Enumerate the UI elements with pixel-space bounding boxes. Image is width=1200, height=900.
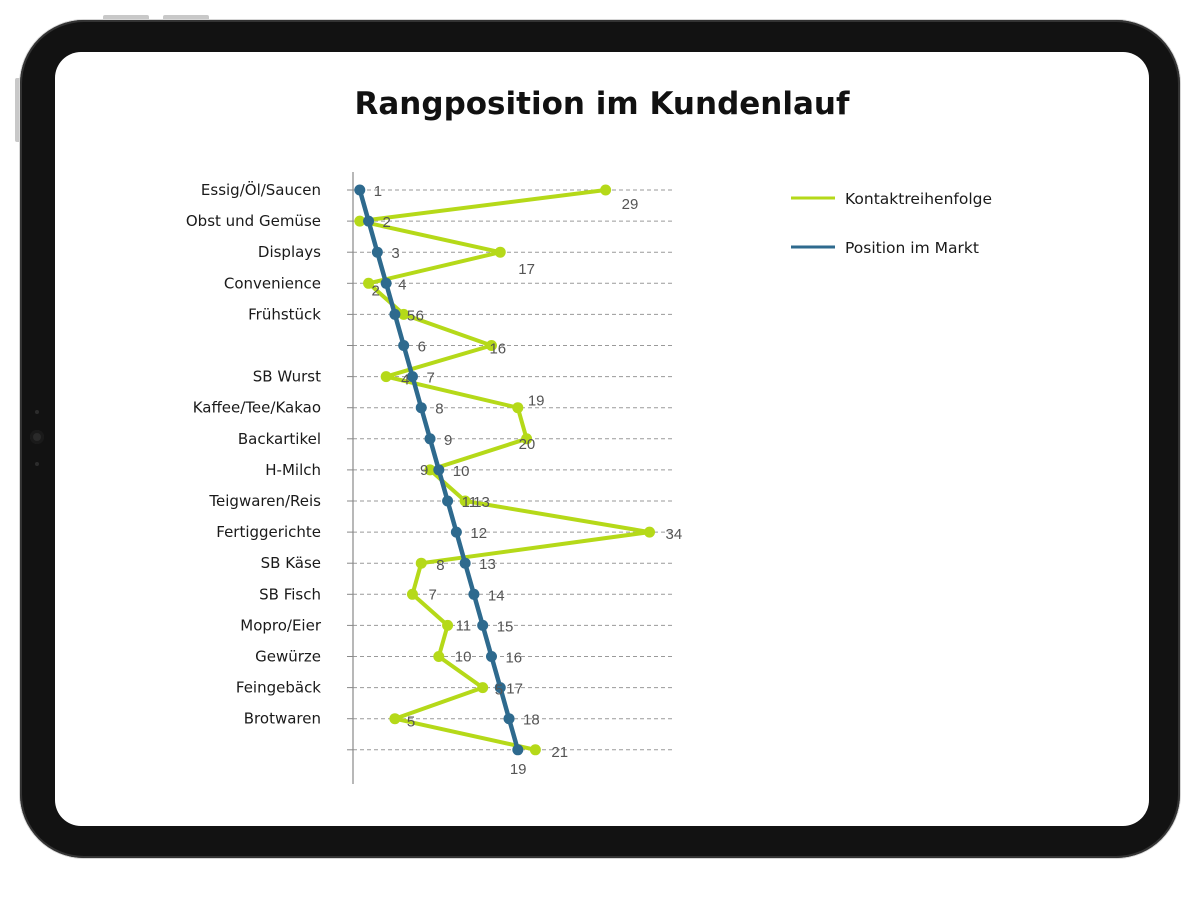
data-label: 19 (527, 392, 545, 410)
axis-ticks (347, 190, 353, 750)
data-label: 18 (523, 711, 540, 729)
category-label: Teigwaren/Reis (209, 492, 321, 510)
data-point (504, 713, 515, 724)
category-label: Kaffee/Tee/Kakao (192, 398, 321, 417)
legend (791, 190, 992, 257)
category-label: Mopro/Eier (240, 616, 321, 635)
data-label: 9 (444, 431, 453, 449)
data-point (416, 558, 427, 569)
category-label: Fertiggerichte (216, 523, 321, 542)
data-point (512, 744, 523, 755)
data-label: 5 (494, 681, 504, 699)
data-label: 21 (551, 743, 569, 761)
data-label: 15 (496, 618, 514, 636)
data-label: 13 (473, 494, 490, 511)
category-label: SB Wurst (252, 367, 321, 386)
data-point (486, 651, 497, 662)
data-label: 3 (391, 245, 400, 263)
data-label: 4 (401, 371, 410, 389)
rank-line-chart (55, 52, 1149, 826)
category-label: Essig/Öl/Saucen (200, 181, 321, 199)
data-label: 1 (373, 183, 383, 200)
data-label: 9 (420, 461, 429, 479)
data-label: 2 (382, 214, 391, 232)
data-point (451, 527, 462, 538)
data-label: 6 (417, 338, 427, 356)
data-label: 5 (406, 307, 416, 325)
data-label: 7 (428, 586, 437, 604)
data-point (495, 247, 506, 258)
data-point (477, 682, 488, 693)
category-labels (186, 180, 322, 728)
data-label: 5 (406, 713, 416, 731)
tablet-frame (20, 20, 1180, 858)
data-point (389, 309, 400, 320)
data-point (530, 744, 541, 755)
data-point (600, 185, 611, 196)
camera-icon (30, 430, 44, 444)
sensor-dot-bottom (35, 462, 39, 466)
data-point (468, 589, 479, 600)
data-point (398, 340, 409, 351)
data-point (381, 278, 392, 289)
data-label: 4 (398, 276, 407, 294)
data-label: 16 (489, 340, 507, 358)
category-label: Brotwaren (243, 709, 321, 728)
category-label: Gewürze (255, 647, 321, 666)
data-point (477, 620, 488, 631)
data-label: 11 (461, 494, 478, 511)
data-point (389, 713, 400, 724)
category-label: Convenience (223, 274, 321, 293)
data-point (407, 589, 418, 600)
data-label: 6 (415, 307, 425, 325)
data-label: 11 (455, 617, 472, 635)
category-label: Backartikel (237, 429, 321, 448)
legend-label: Kontaktreihenfolge (845, 190, 993, 208)
data-label: 29 (621, 196, 639, 213)
data-label: 13 (479, 556, 496, 574)
legend-label: Position im Markt (845, 239, 979, 257)
screen (55, 52, 1149, 826)
data-label: 7 (426, 369, 435, 387)
data-point (512, 402, 523, 413)
data-point (363, 216, 374, 227)
data-point (442, 620, 453, 631)
category-label: Displays (257, 243, 321, 262)
data-point (425, 433, 436, 444)
data-label: 19 (509, 760, 527, 778)
data-point (416, 402, 427, 413)
data-label: 20 (518, 435, 536, 453)
data-label: 12 (470, 525, 488, 543)
series-layer (354, 185, 655, 756)
data-label: 17 (506, 680, 523, 698)
data-label: 10 (454, 648, 472, 666)
data-label: 16 (505, 649, 523, 667)
data-point (433, 651, 444, 662)
chart-title: Rangposition im Kundenlauf (354, 86, 850, 122)
sensor-dot-top (35, 410, 39, 414)
data-point (460, 558, 471, 569)
data-label: 10 (452, 462, 470, 480)
data-point (381, 371, 392, 382)
data-point (442, 496, 453, 507)
data-point (354, 185, 365, 196)
category-label: Obst und Gemüse (185, 212, 321, 231)
category-label: Frühstück (248, 305, 321, 324)
data-point (433, 464, 444, 475)
category-label: H-Milch (265, 460, 321, 479)
category-label: Feingebäck (235, 678, 321, 697)
data-point (644, 527, 655, 538)
data-label: 8 (436, 557, 445, 575)
category-label: SB Fisch (259, 585, 321, 604)
data-label: 14 (487, 587, 505, 605)
data-label: 17 (518, 261, 535, 279)
data-label: 2 (371, 282, 380, 300)
data-point (372, 247, 383, 258)
data-label: 34 (665, 526, 683, 544)
data-label: 8 (435, 400, 444, 418)
category-label: SB Käse (260, 554, 321, 573)
